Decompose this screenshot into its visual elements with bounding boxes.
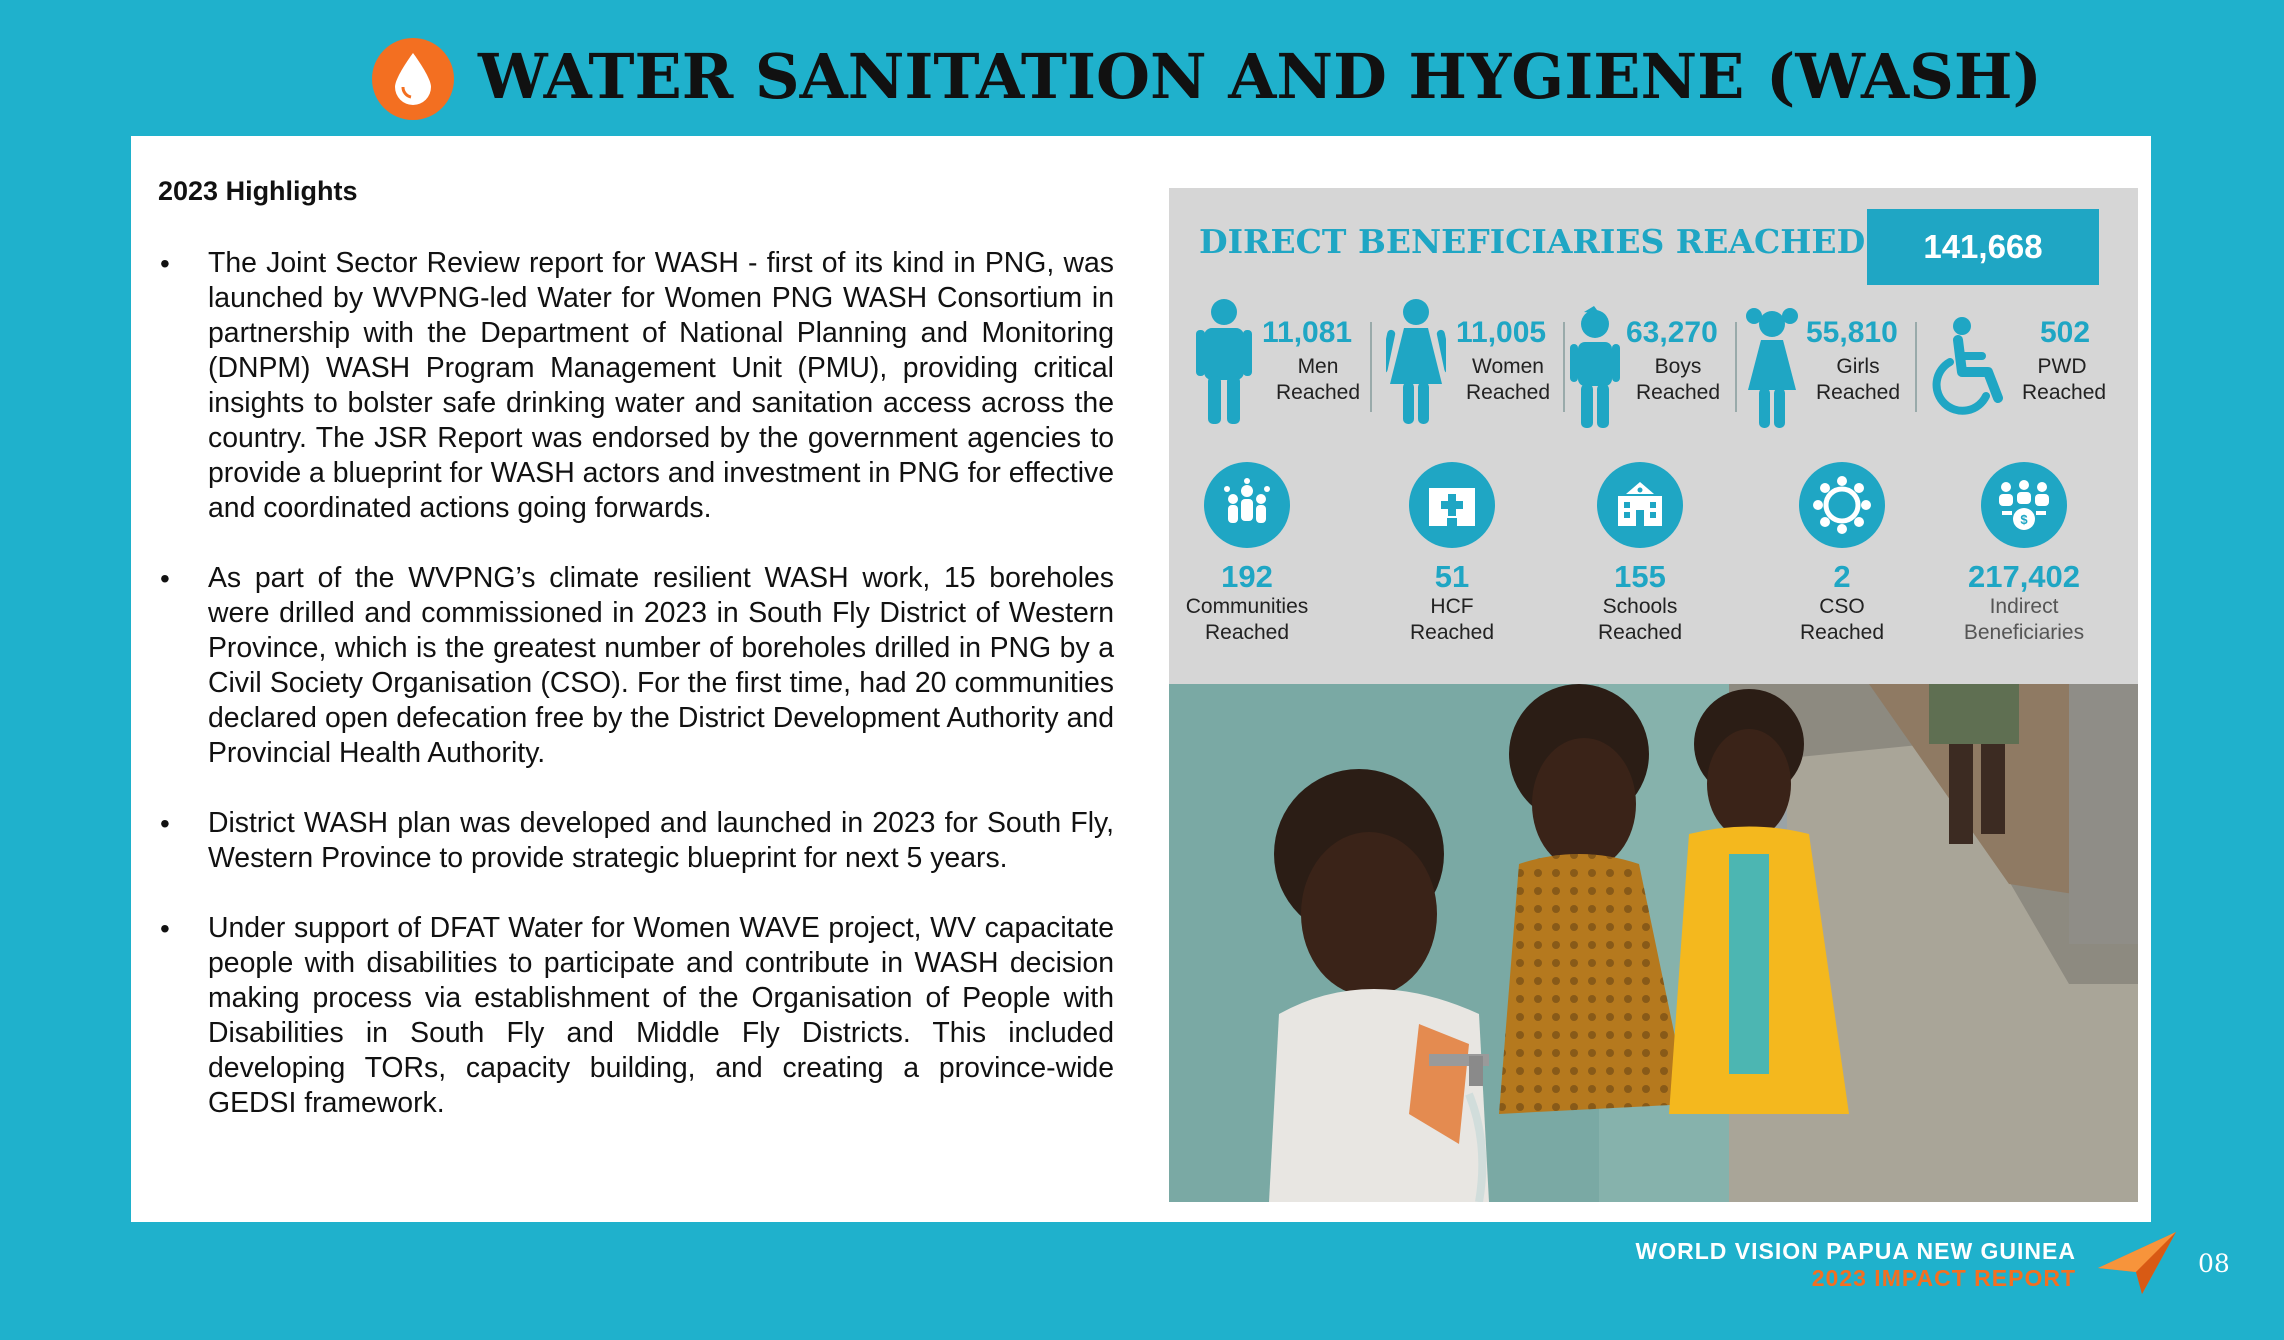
stat-label: Men Reached xyxy=(1275,355,1361,404)
page-title: WATER SANITATION AND HYGIENE (WASH) xyxy=(478,40,2042,113)
stat-label: Schools Reached xyxy=(1597,595,1683,644)
highlight-item: • Under support of DFAT Water for Women WAVE project, WV capacitate people with disabilities to participate and contribute in WASH decision making process via establishment of the Organisation of People with Disabilities in South Fly and Middle Fly Districts. This included developing TORs, capacity building, and creating a province-wide GEDSI framework. xyxy=(158,911,1114,1121)
stat-value: 217,402 xyxy=(1967,559,2081,594)
girl-icon xyxy=(1744,306,1800,430)
divider xyxy=(1563,322,1565,412)
wheelchair-icon xyxy=(1928,316,2012,426)
stat-value: 11,081 xyxy=(1262,316,1353,349)
stat-value: 11,005 xyxy=(1456,316,1547,349)
stat-value: 155 xyxy=(1614,559,1666,594)
stat-label: Women Reached xyxy=(1465,355,1551,404)
stat-communities xyxy=(1137,462,1357,646)
stat-label: Communities Reached xyxy=(1185,595,1309,644)
stat-value: 51 xyxy=(1434,559,1470,594)
stat-value: 2 xyxy=(1833,559,1851,594)
highlight-item: • District WASH plan was developed and launched in 2023 for South Fly, Western Province to provide strategic blueprint for next 5 years. xyxy=(158,806,1114,876)
children-at-water-tap-photo xyxy=(1169,684,2138,1202)
footer-organization: WORLD VISION PAPUA NEW GUINEA xyxy=(1635,1238,2076,1264)
stat-label: CSO Reached xyxy=(1799,595,1885,644)
divider xyxy=(1915,322,1917,412)
stat-hcf xyxy=(1342,462,1562,646)
indirect-beneficiaries-icon xyxy=(1981,462,2067,548)
page-number: 08 xyxy=(2198,1249,2230,1278)
world-vision-logo-icon xyxy=(2098,1228,2178,1298)
water-drop-icon xyxy=(372,38,454,120)
stat-value: 63,270 xyxy=(1626,316,1718,349)
stat-label: Boys Reached xyxy=(1635,355,1721,404)
stat-indirect xyxy=(1914,462,2134,646)
stat-label: HCF Reached xyxy=(1409,595,1495,644)
stat-value: 55,810 xyxy=(1806,316,1898,349)
stat-label: Indirect Beneficiaries xyxy=(1963,595,2085,644)
stat-label: PWD Reached xyxy=(2022,355,2107,404)
highlight-item: • The Joint Sector Review report for WASH - first of its kind in PNG, was launched by WVPNG-led Water for Women PNG WASH Consortium in partnership with the Department of National Planning and Monitoring (DNPM) WASH Program Management Unit (PMU), providing critical insights to bolster safe drinking water and sanitation access across the country. The JSR Report was endorsed by the government agencies to provide a blueprint for WASH actors and investment in PNG for effective and coordinated actions going forwards. xyxy=(158,246,1114,526)
cso-circle-icon xyxy=(1799,462,1885,548)
highlight-item: • As part of the WVPNG’s climate resilient WASH work, 15 boreholes were drilled and commissioned in 2023 in South Fly District of Western Province, which is the greatest number of boreholes drilled in PNG by a Civil Society Organisation (CSO). For the first time, had 20 communities declared open defecation free by the District Development Authority and Provincial Health Authority. xyxy=(158,561,1114,771)
highlights-heading: 2023 Highlights xyxy=(158,176,358,206)
svg-text:$: $ xyxy=(2020,512,2028,527)
stat-value: 192 xyxy=(1221,559,1273,594)
divider xyxy=(1370,322,1372,412)
stat-label: Girls Reached xyxy=(1815,355,1901,404)
footer-report-title: 2023 IMPACT REPORT xyxy=(1811,1265,2076,1291)
highlights-list xyxy=(158,246,1114,1156)
divider xyxy=(1735,322,1737,412)
school-icon xyxy=(1597,462,1683,548)
beneficiaries-title: DIRECT BENEFICIARIES REACHED xyxy=(1199,222,1866,261)
health-facility-icon xyxy=(1409,462,1495,548)
stat-value: 502 xyxy=(2040,316,2091,349)
man-icon xyxy=(1196,296,1252,426)
woman-icon xyxy=(1386,296,1446,426)
stat-schools xyxy=(1530,462,1750,646)
boy-icon xyxy=(1570,306,1620,430)
total-beneficiaries: 141,668 xyxy=(1867,209,2099,285)
community-icon xyxy=(1204,462,1290,548)
